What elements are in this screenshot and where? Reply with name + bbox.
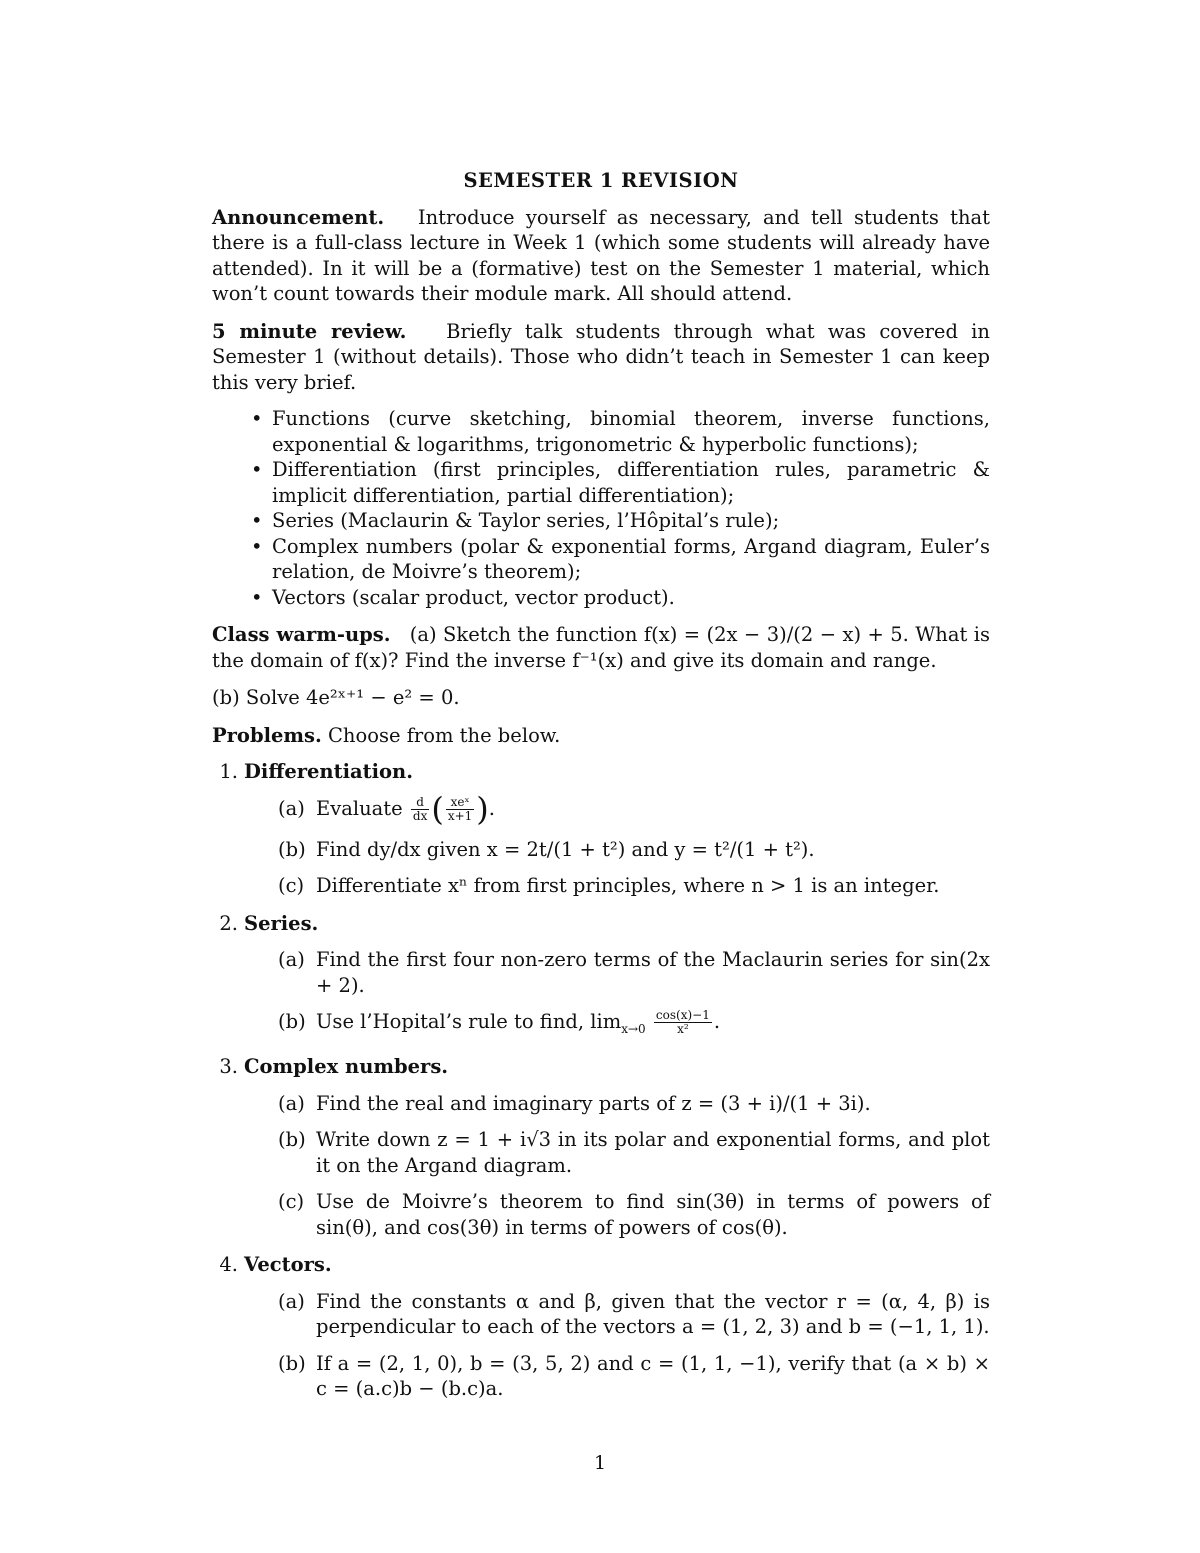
review-text: Briefly talk students through what was covered in Semester 1 (without details). Those who didn’t teach in Semester 1 can keep this very brief. bbox=[212, 319, 990, 394]
item-text: Write down z = 1 + i√3 in its polar and exponential forms, and plot it on the Argand diagram. bbox=[316, 1128, 990, 1177]
problem-item bbox=[212, 1127, 990, 1178]
item-label: (c) bbox=[278, 874, 305, 897]
limit-subscript: x→0 bbox=[621, 1021, 646, 1036]
problem-section-series bbox=[212, 911, 990, 1043]
item-text: Evaluate bbox=[316, 796, 403, 820]
page-number: 1 bbox=[593, 1452, 607, 1474]
item-label: (b) bbox=[278, 1128, 306, 1152]
item-label: (b) bbox=[278, 1351, 306, 1375]
problem-item: (b) Use l’Hopital’s rule to find, $\lim_{x\to 0}$ $\frac{\cos(x)-1}{\text{x²}}$ . bbox=[278, 1008, 721, 1036]
section-title: Series. bbox=[244, 911, 319, 935]
item-text: Use de Moivre’s theorem to find sin(3θ) in terms of powers of sin(θ), and cos(3θ) in terms of powers of cos(θ). bbox=[316, 1190, 990, 1239]
item-text: Find dy/dx given x = 2t/(1 + t²) and y = t²/(1 + t²). bbox=[316, 837, 815, 861]
review-paragraph bbox=[212, 319, 990, 396]
warmups-heading: Class warm-ups. bbox=[212, 623, 391, 646]
item-text: Differentiate xⁿ from first principles, where n > 1 is an integer. bbox=[316, 874, 940, 897]
section-number: 3. bbox=[219, 1055, 238, 1079]
evaluate-fraction: $\frac{\text{xeˣ}}{x+1}$ bbox=[447, 794, 473, 823]
item-text: Find the real and imaginary parts of z = (3 + i)/(1 + 3i). bbox=[316, 1091, 871, 1115]
item-text: Find the first four non-zero terms of the Maclaurin series for sin(2x + 2). bbox=[316, 948, 990, 997]
problem-item bbox=[212, 1289, 990, 1340]
section-heading bbox=[212, 759, 990, 785]
problem-item bbox=[212, 947, 990, 998]
list-item: • Complex numbers (polar & exponential forms, Argand diagram, Euler’s relation, de Moivre’s theorem); bbox=[272, 534, 990, 585]
announcement-paragraph bbox=[212, 205, 990, 307]
problem-item bbox=[212, 837, 990, 863]
announcement-text: Introduce yourself as necessary, and tell students that there is a full-class lecture in Week 1 (which some students will already have attended). In it will be a (formative) test on the Semester 1 material, which won’t count towards their module mark. All should attend. bbox=[212, 205, 990, 305]
section-heading bbox=[212, 1252, 990, 1278]
warmup-b: (b) Solve 4e²ˣ⁺¹ − e² = 0. bbox=[212, 686, 460, 709]
page-title: SEMESTER 1 REVISION bbox=[463, 169, 739, 192]
section-title: Vectors. bbox=[244, 1253, 332, 1277]
warmup-a: (a) Sketch the function f(x) = (2x − 3)/(2 − x) + 5. What is the domain of f(x)? Find the inverse f⁻¹(x) and give its domain and range. bbox=[212, 623, 990, 672]
item-label: (b) bbox=[278, 837, 306, 861]
problem-item bbox=[212, 873, 990, 899]
list-item: • Functions (curve sketching, binomial theorem, inverse functions, exponential & logarithms, trigonometric & hyperbolic functions); bbox=[272, 406, 990, 457]
list-item: • Differentiation (first principles, differentiation rules, parametric & implicit differentiation, partial differentiation); bbox=[272, 457, 990, 508]
problem-item bbox=[212, 1351, 990, 1402]
section-number: 4. bbox=[219, 1253, 238, 1277]
item-label: (a) bbox=[278, 1289, 305, 1313]
problems-intro: Choose from the below. bbox=[328, 723, 561, 747]
problem-section-complex-numbers bbox=[212, 1054, 990, 1240]
problem-item bbox=[212, 1189, 990, 1240]
list-item: • Series (Maclaurin & Taylor series, l’Hôpital’s rule); bbox=[272, 508, 990, 534]
review-topic-list bbox=[212, 406, 990, 610]
section-heading bbox=[212, 911, 990, 937]
item-text: If a = (2, 1, 0), b = (3, 5, 2) and c = (1, 1, −1), verify that (a × b) × c = (a.c)b − (b.c)a. bbox=[316, 1351, 990, 1401]
derivative-operator: $\frac{d}{dx}$ bbox=[412, 794, 428, 823]
problem-section-differentiation bbox=[212, 759, 990, 899]
section-heading bbox=[212, 1054, 990, 1080]
item-text: Find the constants α and β, given that the vector r = (α, 4, β) is perpendicular to each of the vectors a = (1, 2, 3) and b = (−1, 1, 1). bbox=[316, 1289, 990, 1339]
item-label: (b) bbox=[278, 1010, 306, 1033]
section-title: Complex numbers. bbox=[244, 1055, 449, 1079]
item-label: (a) bbox=[278, 948, 305, 971]
problem-section-vectors bbox=[212, 1252, 990, 1402]
announcement-heading: Announcement. bbox=[212, 205, 385, 229]
item-label: (c) bbox=[278, 1190, 305, 1214]
list-item: • Vectors (scalar product, vector product). bbox=[272, 585, 990, 611]
item-text: Use l’Hopital’s rule to find, lim bbox=[316, 1010, 622, 1033]
problems-heading: Problems. bbox=[212, 723, 322, 747]
section-number: 1. bbox=[219, 760, 238, 783]
problem-item: (a) Evaluate $\frac{d}{dx}$ ( $\frac{\text{xeˣ}}{x+1}$ ). bbox=[278, 789, 495, 828]
warmups-paragraph bbox=[212, 622, 990, 673]
review-heading: 5 minute review. bbox=[212, 319, 407, 343]
limit-fraction: $\frac{\cos(x)-1}{\text{x²}}$ bbox=[655, 1008, 710, 1036]
problems-paragraph bbox=[212, 723, 990, 749]
section-title: Differentiation. bbox=[244, 760, 414, 783]
problem-item bbox=[212, 1091, 990, 1117]
section-number: 2. bbox=[219, 911, 238, 935]
item-label: (a) bbox=[278, 1091, 305, 1115]
document-page bbox=[212, 168, 990, 1414]
item-label: (a) bbox=[278, 796, 305, 820]
